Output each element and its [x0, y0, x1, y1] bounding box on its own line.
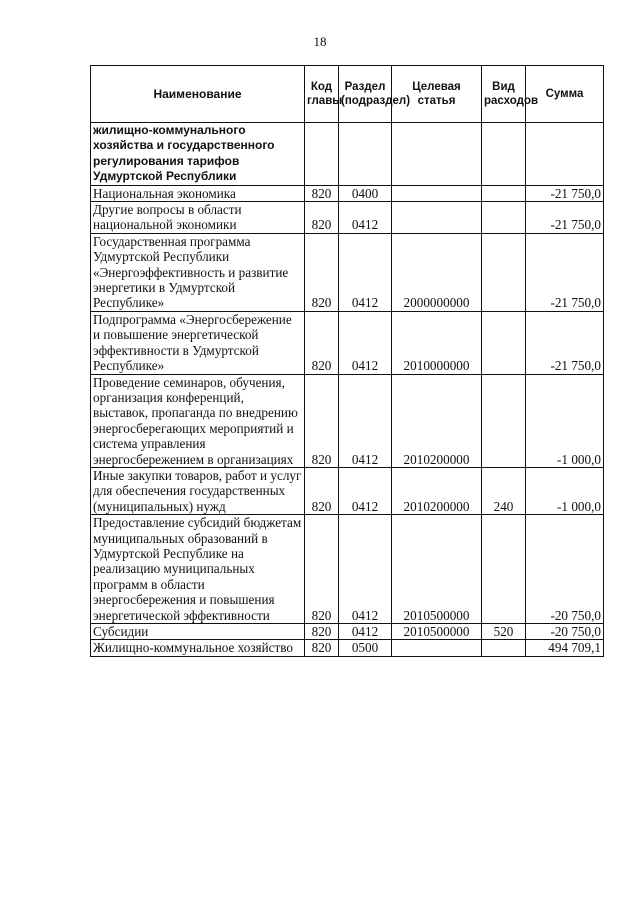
row-section: 0500	[339, 640, 392, 656]
row-sum: -1 000,0	[526, 374, 604, 467]
row-sum: -21 750,0	[526, 311, 604, 374]
table-row	[91, 185, 604, 201]
page-number: 18	[313, 34, 327, 49]
row-section: 0412	[339, 202, 392, 234]
row-type	[482, 374, 526, 467]
row-type: 520	[482, 624, 526, 640]
header-target: Целевая статья	[392, 66, 482, 123]
row-target	[392, 202, 482, 234]
table-row	[91, 233, 604, 311]
row-sum: -20 750,0	[526, 624, 604, 640]
row-code: 820	[305, 374, 339, 467]
header-type: Вид расходов	[482, 66, 526, 123]
row-code: 820	[305, 467, 339, 514]
row-target	[392, 640, 482, 656]
row-sum: -20 750,0	[526, 515, 604, 624]
table-row	[91, 467, 604, 514]
row-section: 0400	[339, 185, 392, 201]
row-type	[482, 123, 526, 186]
row-name: Подпрограмма «Энергосбережение и повышение энергетической эффективности в Удмуртской Республике»	[91, 311, 305, 374]
row-code: 820	[305, 624, 339, 640]
row-section: 0412	[339, 467, 392, 514]
row-type: 240	[482, 467, 526, 514]
table-row	[91, 123, 604, 186]
row-name: жилищно-коммунального хозяйства и государственного регулирования тарифов Удмуртской Республики	[91, 123, 305, 186]
row-type	[482, 202, 526, 234]
row-section: 0412	[339, 311, 392, 374]
budget-table	[90, 65, 604, 657]
row-code: 820	[305, 515, 339, 624]
row-section: 0412	[339, 374, 392, 467]
row-code: 820	[305, 202, 339, 234]
row-target: 2010200000	[392, 467, 482, 514]
header-section: Раздел (подраздел)	[339, 66, 392, 123]
table-body	[91, 123, 604, 657]
row-name: Проведение семинаров, обучения, организация конференций, выставок, пропаганда по внедрению энергосберегающих мероприятий и система управления энергосбережением в организациях	[91, 374, 305, 467]
table-row	[91, 202, 604, 234]
row-type	[482, 515, 526, 624]
row-section: 0412	[339, 624, 392, 640]
row-type	[482, 185, 526, 201]
row-section	[339, 123, 392, 186]
row-target	[392, 123, 482, 186]
table-header	[91, 66, 604, 123]
row-sum: -1 000,0	[526, 467, 604, 514]
row-sum: -21 750,0	[526, 202, 604, 234]
header-sum: Сумма	[526, 66, 604, 123]
row-sum	[526, 123, 604, 186]
row-name: Предоставление субсидий бюджетам муниципальных образований в Удмуртской Республике на реализацию муниципальных программ в области энергосбережения и повышения энергетической эффективности	[91, 515, 305, 624]
row-sum: 494 709,1	[526, 640, 604, 656]
row-sum: -21 750,0	[526, 185, 604, 201]
row-code: 820	[305, 311, 339, 374]
row-type	[482, 640, 526, 656]
row-code	[305, 123, 339, 186]
row-sum: -21 750,0	[526, 233, 604, 311]
row-name: Иные закупки товаров, работ и услуг для обеспечения государственных (муниципальных) нужд	[91, 467, 305, 514]
table-row	[91, 311, 604, 374]
header-name: Наименование	[91, 66, 305, 123]
row-code: 820	[305, 233, 339, 311]
row-name: Жилищно-коммунальное хозяйство	[91, 640, 305, 656]
table-row	[91, 624, 604, 640]
row-target	[392, 185, 482, 201]
row-code: 820	[305, 185, 339, 201]
row-target: 2010500000	[392, 515, 482, 624]
table-row	[91, 515, 604, 624]
row-section: 0412	[339, 515, 392, 624]
row-target: 2000000000	[392, 233, 482, 311]
row-name: Субсидии	[91, 624, 305, 640]
row-section: 0412	[339, 233, 392, 311]
row-type	[482, 311, 526, 374]
row-target: 2010200000	[392, 374, 482, 467]
row-type	[482, 233, 526, 311]
header-code: Код главы	[305, 66, 339, 123]
row-code: 820	[305, 640, 339, 656]
header-row	[91, 66, 604, 123]
row-target: 2010500000	[392, 624, 482, 640]
table-row	[91, 640, 604, 656]
row-target: 2010000000	[392, 311, 482, 374]
row-name: Национальная экономика	[91, 185, 305, 201]
row-name: Другие вопросы в области национальной экономики	[91, 202, 305, 234]
row-name: Государственная программа Удмуртской Республики «Энергоэффективность и развитие энергетики в Удмуртской Республике»	[91, 233, 305, 311]
table-row	[91, 374, 604, 467]
